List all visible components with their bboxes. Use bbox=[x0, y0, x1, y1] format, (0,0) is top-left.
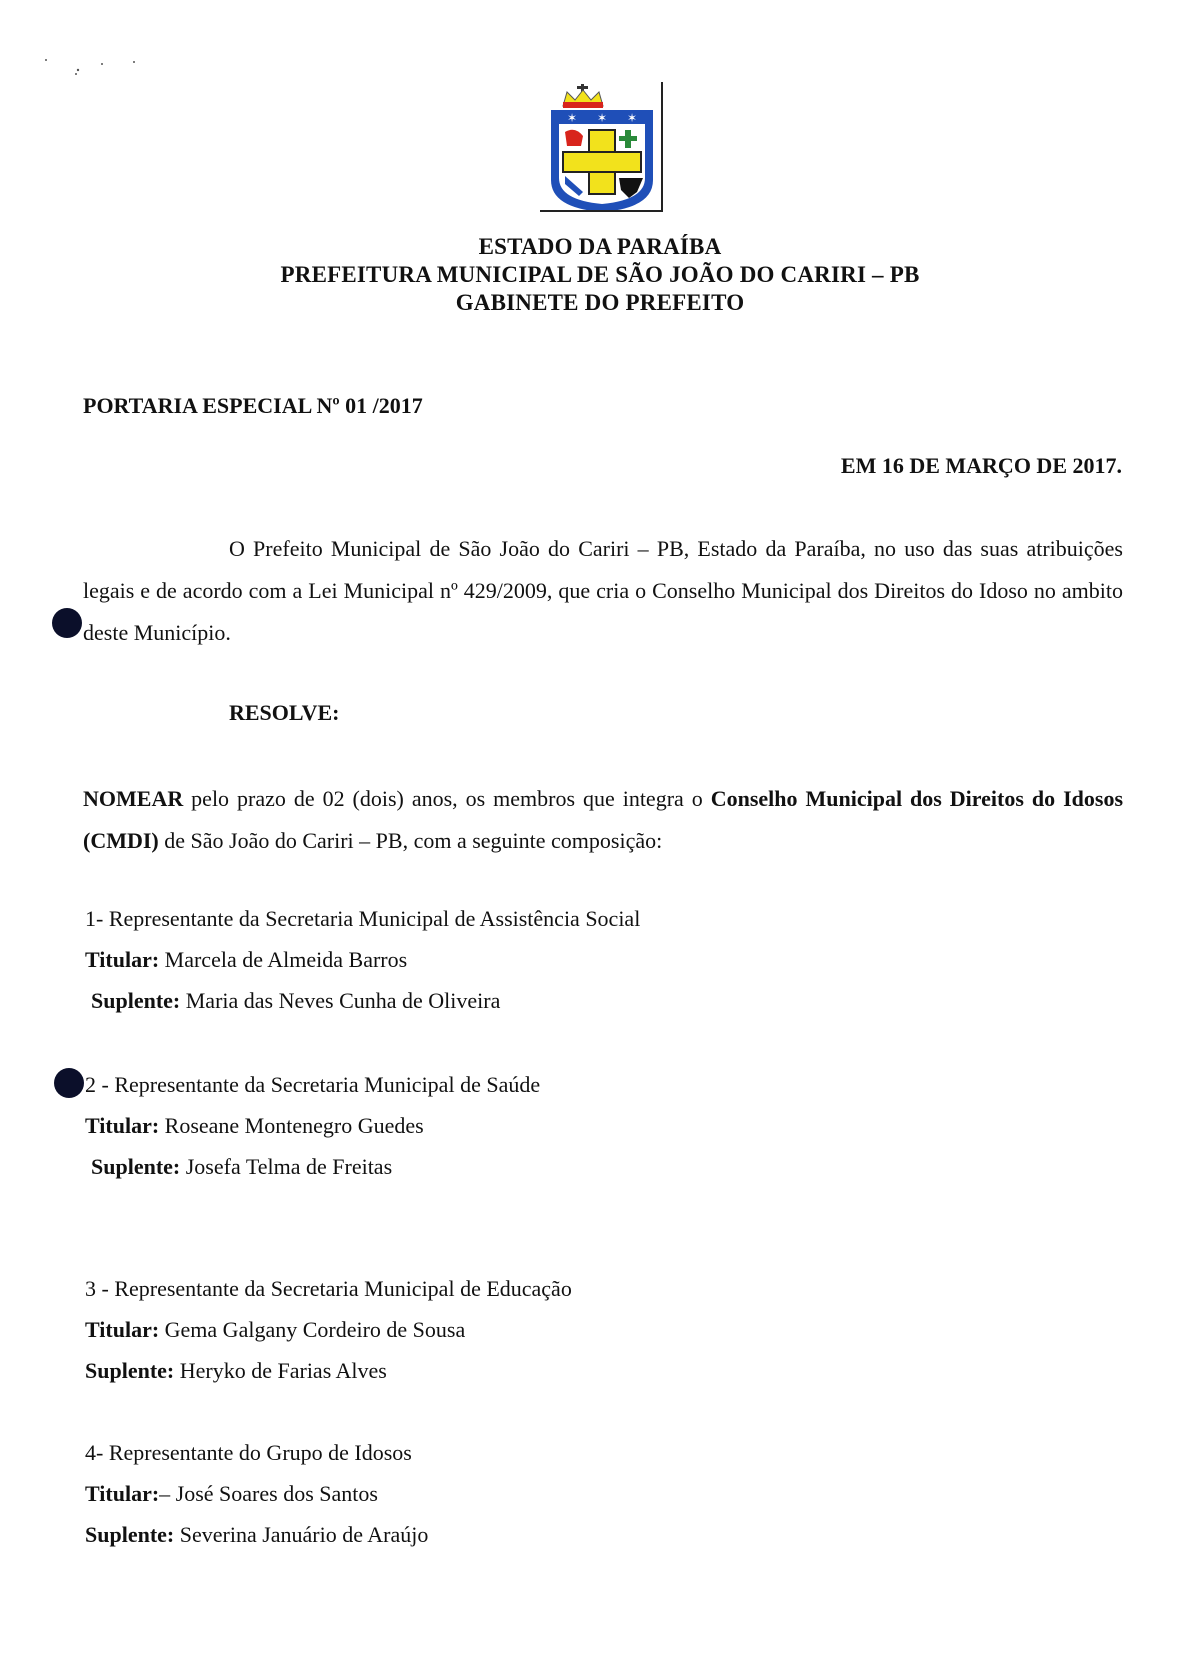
header-prefeitura: PREFEITURA MUNICIPAL DE SÃO JOÃO DO CARIRI – PB bbox=[280, 262, 920, 287]
svg-text:✶: ✶ bbox=[567, 111, 578, 125]
nomear-text-1: pelo prazo de 02 (dois) anos, os membros que integra o bbox=[183, 786, 711, 811]
svg-text:✶: ✶ bbox=[597, 111, 608, 125]
suplente-row bbox=[85, 980, 640, 1021]
svg-text:✶: ✶ bbox=[627, 111, 638, 125]
group-title: 2 - Representante da Secretaria Municipal de Saúde bbox=[85, 1072, 541, 1097]
titular-label: Titular: bbox=[85, 1317, 160, 1342]
intro-paragraph: O Prefeito Municipal de São João do Cariri – PB, Estado da Paraíba, no uso das suas atribuições legais e de acordo com a Lei Municipal nº 429/2009, que cria o Conselho Municipal dos Direitos do Idoso no ambito deste Município. bbox=[83, 536, 1123, 645]
suplente-name: Maria das Neves Cunha de Oliveira bbox=[180, 988, 501, 1013]
suplente-row bbox=[85, 1146, 540, 1187]
suplente-name: Severina Januário de Araújo bbox=[174, 1522, 429, 1547]
member-group-4 bbox=[85, 1432, 428, 1555]
suplente-label: Suplente: bbox=[85, 1522, 175, 1547]
suplente-label: Suplente: bbox=[91, 1154, 181, 1179]
suplente-name: Heryko de Farias Alves bbox=[174, 1358, 387, 1383]
document-date: EM 16 DE MARÇO DE 2017. bbox=[840, 453, 1122, 478]
titular-row bbox=[85, 1105, 540, 1146]
nomear-paragraph bbox=[83, 778, 1123, 862]
suplente-row bbox=[85, 1350, 572, 1391]
titular-row bbox=[85, 1473, 428, 1514]
council-name: Conselho Municipal dos Direitos do Idosos (CMDI) bbox=[83, 786, 1124, 853]
punch-hole-mark bbox=[52, 608, 82, 638]
suplente-name: Josefa Telma de Freitas bbox=[180, 1154, 393, 1179]
header-gabinete: GABINETE DO PREFEITO bbox=[455, 290, 745, 315]
scan-specks bbox=[40, 56, 160, 86]
titular-name: Roseane Montenegro Guedes bbox=[159, 1113, 424, 1138]
group-title: 3 - Representante da Secretaria Municipal de Educação bbox=[85, 1276, 572, 1301]
resolve-heading: RESOLVE: bbox=[229, 700, 340, 725]
municipal-coat-of-arms bbox=[545, 80, 663, 214]
member-group-2 bbox=[85, 1064, 540, 1187]
titular-name: Gema Galgany Cordeiro de Sousa bbox=[159, 1317, 466, 1342]
suplente-label: Suplente: bbox=[85, 1358, 175, 1383]
titular-name: Marcela de Almeida Barros bbox=[159, 947, 408, 972]
titular-label: Titular: bbox=[85, 1113, 160, 1138]
member-group-3 bbox=[85, 1268, 572, 1391]
titular-name: – José Soares dos Santos bbox=[159, 1481, 378, 1506]
crest-frame-base bbox=[540, 210, 662, 212]
member-group-1 bbox=[85, 898, 640, 1021]
punch-hole-mark bbox=[54, 1068, 84, 1098]
suplente-label: Suplente: bbox=[91, 988, 181, 1013]
titular-label: Titular: bbox=[85, 947, 160, 972]
header-state: ESTADO DA PARAÍBA bbox=[478, 234, 722, 259]
nomear-verb: NOMEAR bbox=[83, 786, 184, 811]
portaria-title: PORTARIA ESPECIAL Nº 01 /2017 bbox=[83, 393, 423, 418]
crest-frame-line bbox=[661, 82, 663, 212]
group-title: 4- Representante do Grupo de Idosos bbox=[85, 1440, 412, 1465]
titular-label: Titular: bbox=[85, 1481, 160, 1506]
titular-row bbox=[85, 939, 640, 980]
titular-row bbox=[85, 1309, 572, 1350]
suplente-row bbox=[85, 1514, 428, 1555]
group-title: 1- Representante da Secretaria Municipal de Assistência Social bbox=[85, 906, 641, 931]
nomear-text-2: de São João do Cariri – PB, com a seguinte composição: bbox=[158, 828, 663, 853]
